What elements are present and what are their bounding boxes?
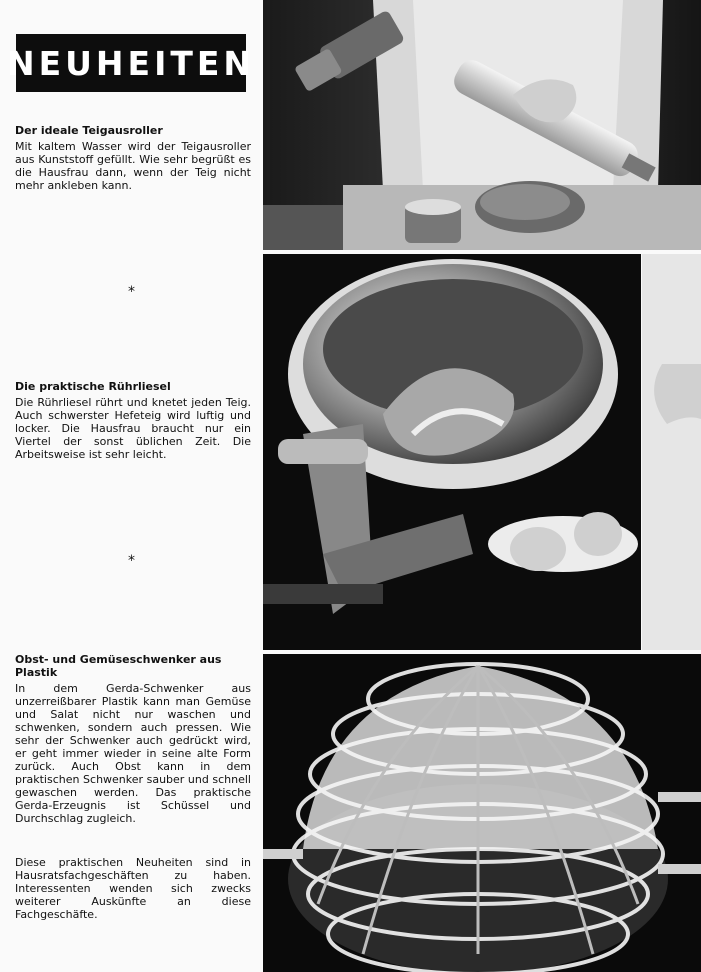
rolling-pin-photo [263,0,701,250]
article-teigausroller [15,124,251,192]
page-title: NEUHEITEN [16,34,246,92]
article-body: Die Rührliesel rührt und knetet jeden Teig. Auch schwerster Hefeteig wird luftig und locker. Die Hausfrau braucht nur ein Viertel der sonst üblichen Zeit. Die Arbeitsweise ist sehr leicht. [15,396,251,461]
article-title: Die praktische Rührliesel [15,380,171,393]
strainer-photo [263,654,701,972]
article-title: Obst- und Gemüseschwenker aus Plastik [15,653,222,679]
article-schwenker [15,653,251,825]
separator-star: * [128,553,135,569]
article-body: Mit kaltem Wasser wird der Teigausroller aus Kunststoff gefüllt. Wie sehr begrüßt es die Hausfrau dann, wenn der Teig nicht mehr ankleben kann. [15,140,251,192]
article-title: Der ideale Teigausroller [15,124,163,137]
separator-star: * [128,284,135,300]
mixer-photo [263,254,641,650]
page-margin [642,254,701,650]
article-ruehrliesel [15,380,251,461]
article-body: In dem Gerda-Schwenker aus unzerreißbarer Plastik kann man Gemüse und Salat nicht nur waschen und schwenken, sondern auch pressen. Wie sehr der Schwenker auch gedrückt wird, er geht immer wieder in seine alte Form zurück. Auch Obst kann in dem praktischen Schwenker sauber und schnell gewaschen werden. Das praktische Gerda-Erzeugnis ist Schüssel und Durchschlag zugleich. [15,682,251,825]
footer-body: Diese praktischen Neuheiten sind in Hausratsfachgeschäften zu haben. Interessenten wenden sich zwecks weiterer Auskünfte an diese Fachgeschäfte. [15,856,251,921]
footer-note [15,856,251,921]
